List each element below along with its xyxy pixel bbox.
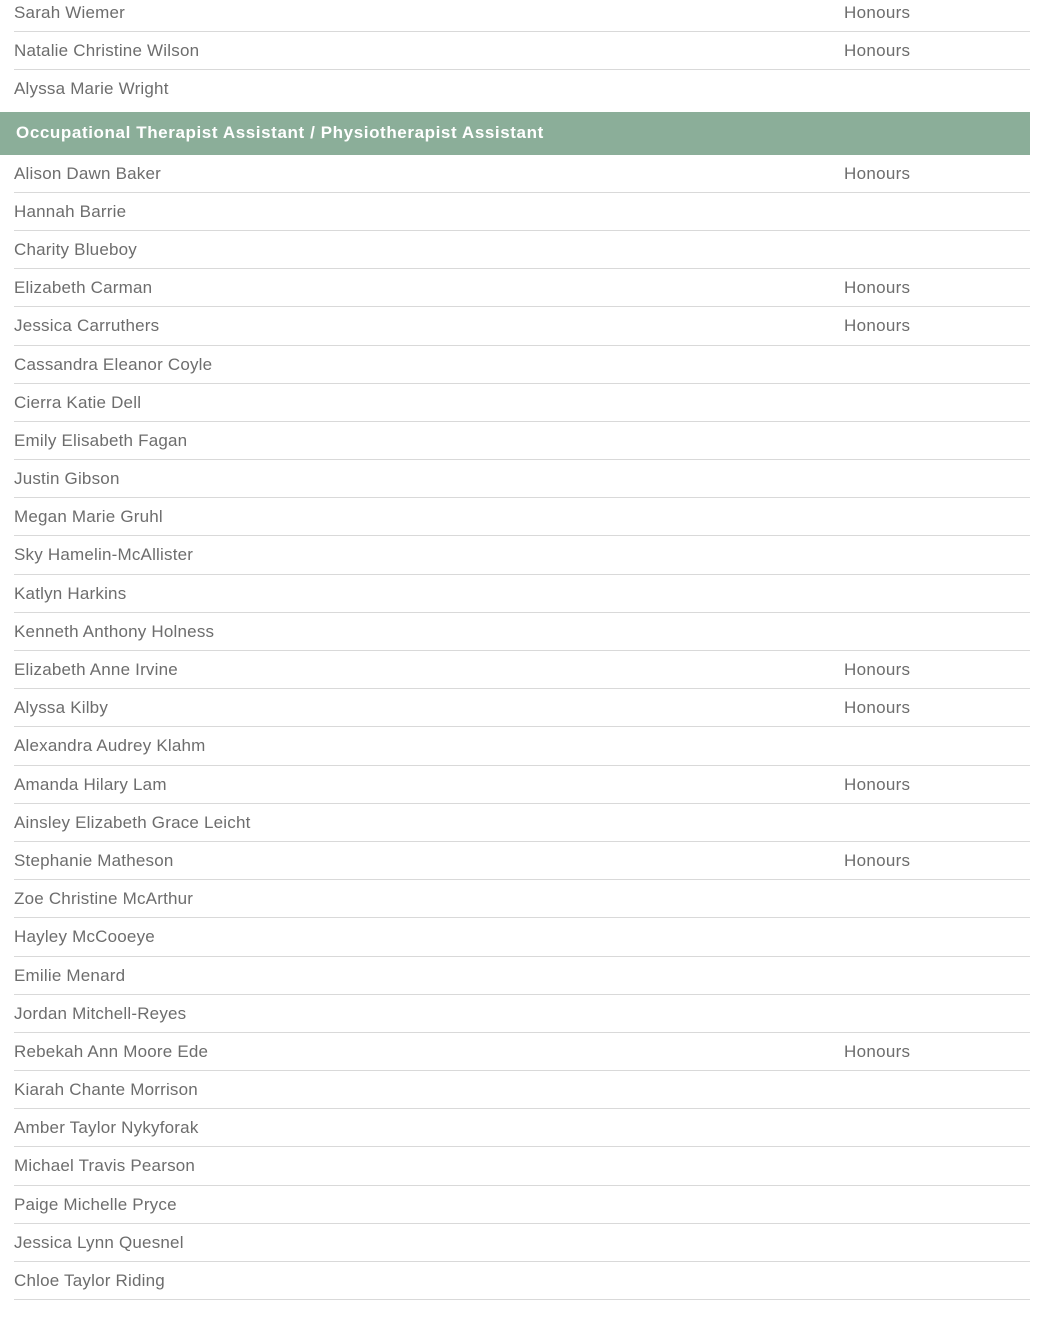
student-name: Chloe Taylor Riding bbox=[14, 1271, 165, 1290]
honours-label: Honours bbox=[844, 660, 911, 679]
table-row bbox=[14, 498, 1030, 536]
table-row bbox=[14, 1224, 1030, 1262]
student-name: Charity Blueboy bbox=[14, 239, 138, 259]
student-name: Zoe Christine McArthur bbox=[14, 889, 194, 909]
honours-label: Honours bbox=[844, 316, 911, 336]
table-row bbox=[14, 422, 1030, 460]
table-row bbox=[14, 307, 1030, 345]
table-row bbox=[14, 460, 1030, 498]
honours-label: Honours bbox=[844, 698, 911, 718]
student-name: Katlyn Harkins bbox=[14, 583, 127, 603]
table-row bbox=[14, 727, 1030, 765]
student-name: Hannah Barrie bbox=[14, 201, 127, 221]
table-row bbox=[14, 155, 1030, 193]
student-name: Cassandra Eleanor Coyle bbox=[14, 354, 213, 374]
table-row bbox=[14, 957, 1030, 995]
table-row bbox=[14, 1109, 1030, 1147]
student-name: Alexandra Audrey Klahm bbox=[14, 736, 206, 756]
honours-label: Honours bbox=[844, 278, 911, 298]
student-name: Alison Dawn Baker bbox=[14, 163, 162, 183]
student-name: Kiarah Chante Morrison bbox=[14, 1080, 198, 1100]
table-row bbox=[14, 1147, 1030, 1185]
student-name: Cierra Katie Dell bbox=[14, 392, 142, 412]
table-row bbox=[14, 231, 1030, 269]
previous-section-rows bbox=[0, 0, 1030, 109]
student-name: Sky Hamelin-McAllister bbox=[14, 545, 194, 565]
student-name: Emily Elisabeth Fagan bbox=[14, 430, 188, 450]
table-row bbox=[14, 0, 1030, 32]
honours-label: Honours bbox=[844, 1041, 911, 1061]
table-row bbox=[14, 766, 1030, 804]
table-row bbox=[14, 32, 1030, 70]
table-row bbox=[14, 651, 1030, 689]
table-row bbox=[14, 842, 1030, 880]
student-name: Hayley McCooeye bbox=[14, 927, 155, 947]
table-row bbox=[14, 70, 1030, 108]
student-name: Jordan Mitchell-Reyes bbox=[14, 1003, 187, 1023]
student-name: Elizabeth Anne Irvine bbox=[14, 660, 178, 679]
table-row bbox=[14, 880, 1030, 918]
student-name: Kenneth Anthony Holness bbox=[14, 621, 215, 641]
student-name: Michael Travis Pearson bbox=[14, 1156, 196, 1176]
honours-label: Honours bbox=[844, 774, 911, 794]
table-row bbox=[14, 689, 1030, 727]
honours-label: Honours bbox=[844, 3, 911, 22]
student-name: Ainsley Elizabeth Grace Leicht bbox=[14, 812, 251, 832]
student-name: Paige Michelle Pryce bbox=[14, 1194, 177, 1214]
table-row bbox=[14, 575, 1030, 613]
table-row bbox=[14, 1033, 1030, 1071]
table-row bbox=[14, 804, 1030, 842]
table-row bbox=[14, 346, 1030, 384]
student-name: Amanda Hilary Lam bbox=[14, 774, 167, 794]
student-name: Elizabeth Carman bbox=[14, 278, 153, 298]
student-name: Emilie Menard bbox=[14, 965, 126, 985]
student-name: Jessica Lynn Quesnel bbox=[14, 1232, 184, 1252]
student-name: Justin Gibson bbox=[14, 469, 120, 489]
student-name: Stephanie Matheson bbox=[14, 850, 174, 870]
student-name: Alyssa Marie Wright bbox=[14, 79, 169, 99]
table-row bbox=[14, 384, 1030, 422]
student-name: Sarah Wiemer bbox=[14, 3, 126, 22]
table-row bbox=[14, 1186, 1030, 1224]
table-row bbox=[14, 1262, 1030, 1300]
student-name: Amber Taylor Nykyforak bbox=[14, 1118, 199, 1138]
student-name: Natalie Christine Wilson bbox=[14, 41, 200, 61]
table-row bbox=[14, 918, 1030, 956]
table-row bbox=[14, 1071, 1030, 1109]
table-row bbox=[14, 995, 1030, 1033]
student-name: Alyssa Kilby bbox=[14, 698, 109, 718]
table-row bbox=[14, 269, 1030, 307]
honours-label: Honours bbox=[844, 41, 911, 61]
table-row bbox=[14, 536, 1030, 574]
student-name: Rebekah Ann Moore Ede bbox=[14, 1041, 209, 1061]
table-row bbox=[14, 613, 1030, 651]
student-name: Megan Marie Gruhl bbox=[14, 507, 163, 527]
honours-label: Honours bbox=[844, 163, 911, 183]
section-rows bbox=[0, 155, 1030, 1301]
student-name: Jessica Carruthers bbox=[14, 316, 160, 336]
section-header: Occupational Therapist Assistant / Physiotherapist Assistant bbox=[0, 112, 1030, 155]
table-row bbox=[14, 193, 1030, 231]
honours-label: Honours bbox=[844, 850, 911, 870]
